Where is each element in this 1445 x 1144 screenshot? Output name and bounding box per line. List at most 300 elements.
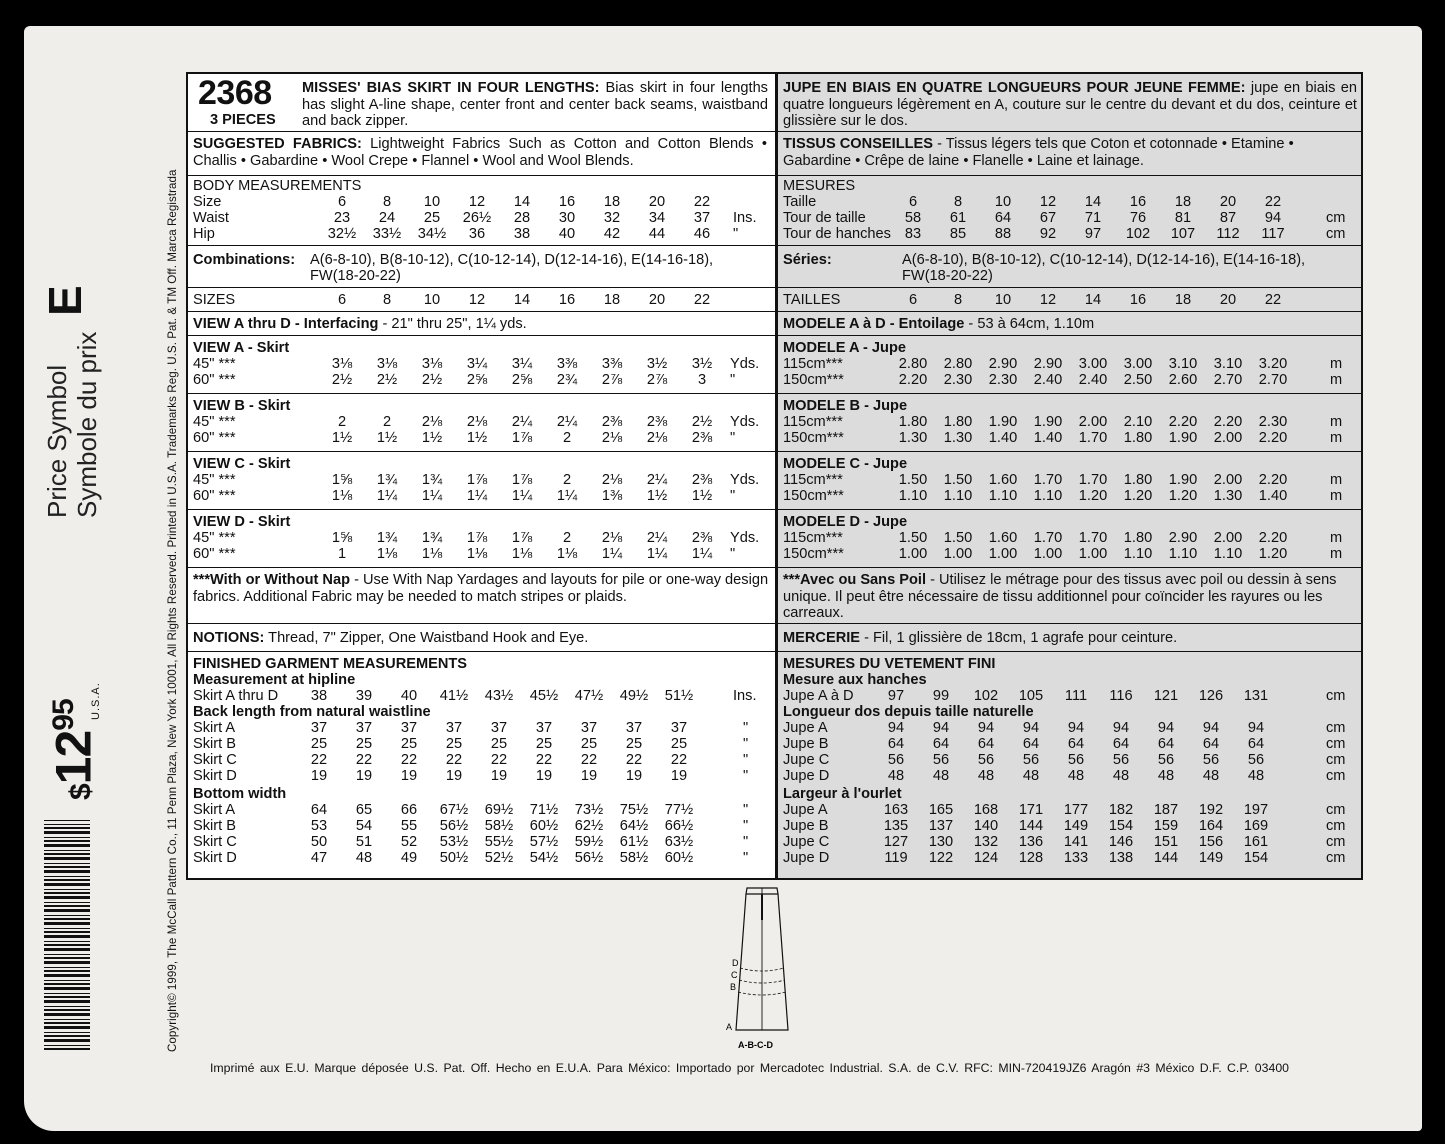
- yardage-cell: 2⅛: [601, 472, 623, 488]
- measure-row-label: Jupe A à D: [783, 688, 854, 704]
- measure-row: [188, 226, 775, 242]
- measure-cell: 53½: [439, 834, 469, 850]
- view-yardage-section: [778, 336, 1361, 394]
- measure-row: [778, 688, 1361, 704]
- yardage-cell: 1.10: [988, 488, 1018, 504]
- measure-cell: 61: [949, 210, 967, 226]
- yardage-cell: 2: [562, 472, 572, 488]
- yardage-unit: m: [1330, 530, 1343, 546]
- measure-cell: 36: [468, 226, 486, 242]
- measure-cell: 92: [1039, 226, 1057, 242]
- measure-cell: 48: [1067, 768, 1085, 784]
- measure-unit: cm: [1326, 226, 1346, 242]
- yardage-cell: 2⅜: [691, 472, 713, 488]
- measure-cell: 133: [1063, 850, 1089, 866]
- yardage-cell: 1.80: [943, 414, 973, 430]
- yardage-cell: 1⅞: [511, 530, 533, 546]
- yardage-cell: 1¼: [376, 488, 398, 504]
- yardage-row: [778, 472, 1361, 488]
- size-cell: 10: [994, 292, 1012, 308]
- yardage-cell: 2½: [691, 414, 713, 430]
- measure-cell: 60½: [529, 818, 559, 834]
- yardage-cell: 1⅞: [466, 530, 488, 546]
- measure-row-label: Jupe C: [783, 834, 830, 850]
- measure-cell: 56: [977, 752, 995, 768]
- combinations-line2: FW(18-20-22): [310, 268, 401, 284]
- measure-row-label: Jupe C: [783, 752, 830, 768]
- yardage-cell: 1¼: [556, 488, 578, 504]
- measure-cell: 48: [932, 768, 950, 784]
- yardage-cell: 1⅛: [376, 546, 398, 562]
- yardage-row: [778, 488, 1361, 504]
- measure-row-label: Skirt A: [193, 720, 236, 736]
- yardage-cell: 2⅛: [421, 414, 443, 430]
- measure-cell: 34: [648, 210, 666, 226]
- measure-cell: 19: [490, 768, 508, 784]
- measure-cell: 154: [1108, 818, 1134, 834]
- measure-cell: 64: [1202, 736, 1220, 752]
- measure-cell: 58½: [484, 818, 514, 834]
- measure-unit: ": [743, 768, 749, 784]
- measure-row: [188, 194, 775, 210]
- measure-cell: 25: [400, 736, 418, 752]
- yardage-cell: 2.20: [1258, 530, 1288, 546]
- yardage-cell: 1.00: [1078, 546, 1108, 562]
- yardage-cell: 1½: [376, 430, 398, 446]
- yardage-cell: 2.00: [1213, 472, 1243, 488]
- fr-hipline-title: Mesure aux hanches: [783, 672, 927, 688]
- measure-cell: 32½: [327, 226, 357, 242]
- yardage-cell: 1.30: [898, 430, 928, 446]
- measure-cell: 64: [1157, 736, 1175, 752]
- measure-cell: 25: [580, 736, 598, 752]
- title-bold: MISSES' BIAS SKIRT IN FOUR LENGTHS:: [302, 80, 600, 96]
- size-cell: 20: [648, 292, 666, 308]
- measure-unit: ": [743, 818, 749, 834]
- fr-series-section: [778, 246, 1361, 288]
- yardage-cell: 3.00: [1123, 356, 1153, 372]
- measure-unit: Ins.: [733, 688, 757, 704]
- yardage-cell: 2.70: [1258, 372, 1288, 388]
- measure-cell: 94: [1067, 720, 1085, 736]
- view-title: VIEW B - Skirt: [193, 398, 291, 414]
- fr-interfacing-bold: MODELE A à D - Entoilage: [783, 316, 965, 332]
- measure-cell: 37: [490, 720, 508, 736]
- yardage-cell: 2: [382, 414, 392, 430]
- measure-cell: 64: [994, 210, 1012, 226]
- measure-cell: 171: [1018, 802, 1044, 818]
- measure-cell: 52½: [484, 850, 514, 866]
- measure-cell: 25: [445, 736, 463, 752]
- measure-cell: 64: [1247, 736, 1265, 752]
- fabrics-section: [188, 132, 775, 176]
- english-column: [188, 74, 775, 878]
- price-symbol-label-fr: Symbole du prix: [72, 331, 102, 518]
- measure-cell: 124: [973, 850, 999, 866]
- measure-row-label: Skirt B: [193, 736, 236, 752]
- yardage-cell: 1½: [421, 430, 443, 446]
- yardage-cell: 2.70: [1213, 372, 1243, 388]
- measure-cell: 8: [953, 194, 963, 210]
- yardage-unit: Yds.: [730, 356, 760, 372]
- measure-cell: 10: [423, 194, 441, 210]
- measure-cell: 149: [1198, 850, 1224, 866]
- measure-cell: 56½: [574, 850, 604, 866]
- measure-cell: 140: [973, 818, 999, 834]
- measure-cell: 20: [1219, 194, 1237, 210]
- fr-title-desc: jupe en biais en quatre longueurs légèrement en A, couture sur le centre du devant et du dos, ceinture et glissière sur le dos.: [783, 80, 1358, 129]
- measure-cell: 168: [973, 802, 999, 818]
- view-title: MODELE C - Jupe: [783, 456, 908, 472]
- measure-cell: 53: [310, 818, 328, 834]
- measure-cell: 65: [355, 802, 373, 818]
- line-label-d: D: [732, 958, 739, 968]
- body-title: BODY MEASUREMENTS: [193, 178, 362, 194]
- yardage-cell: 1⅛: [511, 546, 533, 562]
- yardage-cell: 2⅝: [466, 372, 488, 388]
- yardage-cell: 2.20: [1258, 430, 1288, 446]
- fr-body-title: MESURES: [783, 178, 856, 194]
- yardage-cell: 1.90: [988, 414, 1018, 430]
- yardage-cell: 1.00: [988, 546, 1018, 562]
- interfacing-bold: VIEW A thru D - Interfacing: [193, 316, 379, 332]
- measure-cell: 99: [932, 688, 950, 704]
- measure-row-label: Skirt D: [193, 768, 237, 784]
- measure-cell: 48: [1247, 768, 1265, 784]
- size-cell: 12: [468, 292, 486, 308]
- measure-cell: 48: [355, 850, 373, 866]
- view-yardage-section: [188, 510, 775, 568]
- measure-row: [188, 850, 775, 866]
- yardage-row-label: 115cm***: [783, 530, 843, 546]
- fr-sizes-row: [778, 292, 1361, 308]
- yardage-cell: 1¼: [646, 546, 668, 562]
- size-cell: 20: [1219, 292, 1237, 308]
- yardage-cell: 1.10: [898, 488, 928, 504]
- measure-row: [188, 736, 775, 752]
- measure-cell: 197: [1243, 802, 1269, 818]
- yardage-cell: 1.30: [1213, 488, 1243, 504]
- measure-cell: 22: [445, 752, 463, 768]
- measure-cell: 69½: [484, 802, 514, 818]
- measure-cell: 22: [355, 752, 373, 768]
- yardage-row: [188, 472, 775, 488]
- fr-interfacing-text: - 53 à 64cm, 1.10m: [968, 316, 1095, 332]
- yardage-cell: 2⅛: [466, 414, 488, 430]
- measure-row-label: Jupe D: [783, 850, 830, 866]
- yardage-unit: m: [1330, 430, 1343, 446]
- yardage-cell: 2⅜: [601, 414, 623, 430]
- yardage-cell: 2⅛: [601, 430, 623, 446]
- measure-cell: 141: [1063, 834, 1089, 850]
- measure-cell: 19: [400, 768, 418, 784]
- measure-cell: 19: [310, 768, 328, 784]
- yardage-cell: 1.50: [898, 530, 928, 546]
- measure-cell: 131: [1243, 688, 1269, 704]
- combinations-line1: A(6-8-10), B(8-10-12), C(10-12-14), D(12-14-16), E(14-16-18),: [310, 252, 714, 268]
- nap-section: [188, 568, 775, 624]
- yardage-cell: 1¼: [466, 488, 488, 504]
- measure-row: [778, 818, 1361, 834]
- yardage-cell: 2⅞: [601, 372, 623, 388]
- fr-fabrics-section: [778, 132, 1361, 176]
- fr-bottom-width-title: Largeur à l'ourlet: [783, 786, 902, 802]
- yardage-cell: 1¾: [376, 530, 398, 546]
- yardage-cell: 2.80: [898, 356, 928, 372]
- measure-row-label: Waist: [193, 210, 229, 226]
- yardage-cell: 2⅞: [646, 372, 668, 388]
- measure-cell: 60½: [664, 850, 694, 866]
- measure-cell: 138: [1108, 850, 1134, 866]
- view-yardage-section: [188, 336, 775, 394]
- yardage-row: [778, 372, 1361, 388]
- measure-cell: 71½: [529, 802, 559, 818]
- yardage-cell: 1.20: [1123, 488, 1153, 504]
- measure-cell: 19: [625, 768, 643, 784]
- yardage-cell: 1⅛: [466, 546, 488, 562]
- measure-cell: 57½: [529, 834, 559, 850]
- yardage-cell: 1⅞: [511, 430, 533, 446]
- yardage-cell: 3⅜: [556, 356, 578, 372]
- measure-cell: 126: [1198, 688, 1224, 704]
- yardage-cell: 1¾: [376, 472, 398, 488]
- measure-cell: 102: [1125, 226, 1151, 242]
- yardage-row-label: 115cm***: [783, 356, 843, 372]
- measure-cell: 64½: [619, 818, 649, 834]
- measure-cell: 56: [932, 752, 950, 768]
- measure-cell: 48: [1112, 768, 1130, 784]
- measure-cell: 22: [670, 752, 688, 768]
- measure-cell: 94: [1247, 720, 1265, 736]
- body-measurements-section: [188, 176, 775, 246]
- yardage-cell: 3½: [646, 356, 668, 372]
- measure-cell: 10: [994, 194, 1012, 210]
- measure-cell: 56: [1067, 752, 1085, 768]
- yardage-cell: 1.20: [1078, 488, 1108, 504]
- yardage-unit: ": [730, 488, 736, 504]
- yardage-cell: 3.00: [1078, 356, 1108, 372]
- yardage-cell: 2¾: [556, 372, 578, 388]
- measure-cell: 187: [1153, 802, 1179, 818]
- measure-cell: 32: [603, 210, 621, 226]
- measure-unit: ": [743, 720, 749, 736]
- measure-cell: 25: [423, 210, 441, 226]
- measure-unit: cm: [1326, 834, 1346, 850]
- measure-cell: 19: [535, 768, 553, 784]
- yardage-cell: 1.00: [1033, 546, 1063, 562]
- combinations-section: [188, 246, 775, 288]
- measure-cell: 47½: [574, 688, 604, 704]
- measure-cell: 37: [400, 720, 418, 736]
- measure-row: [188, 720, 775, 736]
- fr-notions-text: - Fil, 1 glissière de 18cm, 1 agrafe pour ceinture.: [864, 630, 1178, 646]
- measure-unit: ": [743, 802, 749, 818]
- view-title: VIEW C - Skirt: [193, 456, 291, 472]
- size-cell: 6: [908, 292, 918, 308]
- yardage-cell: 1⅝: [331, 530, 353, 546]
- measure-cell: 87: [1219, 210, 1237, 226]
- measure-cell: 22: [535, 752, 553, 768]
- measure-cell: 50½: [439, 850, 469, 866]
- measure-cell: 6: [908, 194, 918, 210]
- measure-cell: 64: [1022, 736, 1040, 752]
- view-yardage-section: [188, 394, 775, 452]
- yardage-cell: 1.90: [1168, 430, 1198, 446]
- measure-cell: 73½: [574, 802, 604, 818]
- view-title: MODELE D - Jupe: [783, 514, 908, 530]
- measure-row-label: Jupe B: [783, 818, 829, 834]
- measure-unit: cm: [1326, 850, 1346, 866]
- measure-row: [188, 768, 775, 784]
- measure-cell: 39: [355, 688, 373, 704]
- measure-cell: 37: [355, 720, 373, 736]
- measure-cell: 12: [468, 194, 486, 210]
- measure-cell: 119: [884, 850, 908, 866]
- yardage-cell: 1⅛: [331, 488, 353, 504]
- pattern-number: 2368: [198, 74, 272, 112]
- price-main: 12: [45, 730, 102, 785]
- measure-cell: 136: [1018, 834, 1044, 850]
- price-symbol-label: Price Symbol: [42, 364, 72, 518]
- yardage-cell: 1¼: [421, 488, 443, 504]
- fr-fabrics-bold: TISSUS CONSEILLES: [783, 136, 934, 152]
- yardage-cell: 2¼: [556, 414, 578, 430]
- yardage-cell: 1⅞: [511, 472, 533, 488]
- yardage-cell: 1.70: [1033, 472, 1063, 488]
- measure-cell: 128: [1018, 850, 1044, 866]
- yardage-unit: ": [730, 546, 736, 562]
- pattern-info-table: [186, 72, 1363, 880]
- measure-cell: 22: [490, 752, 508, 768]
- yardage-unit: m: [1330, 356, 1343, 372]
- yardage-row-label: 45" ***: [193, 414, 236, 430]
- yardage-row: [188, 414, 775, 430]
- fr-series-line2: FW(18-20-22): [902, 268, 993, 284]
- measure-cell: 62½: [574, 818, 604, 834]
- measure-cell: 137: [928, 818, 954, 834]
- measure-cell: 8: [382, 194, 392, 210]
- notions-section: [188, 624, 775, 652]
- measure-cell: 67½: [439, 802, 469, 818]
- measure-cell: 37: [670, 720, 688, 736]
- fr-title-bold: JUPE EN BIAIS EN QUATRE LONGUEURS POUR JEUNE FEMME:: [783, 80, 1246, 96]
- measure-row-label: Tour de taille: [783, 210, 866, 226]
- measure-cell: 25: [625, 736, 643, 752]
- measure-row: [188, 818, 775, 834]
- sizes-label: TAILLES: [783, 292, 841, 308]
- measure-cell: 52: [400, 834, 418, 850]
- measure-cell: 146: [1108, 834, 1134, 850]
- yardage-cell: 2.20: [898, 372, 928, 388]
- notions-bold: NOTIONS:: [193, 630, 265, 646]
- yardage-cell: 1½: [466, 430, 488, 446]
- yardage-cell: 2.20: [1213, 414, 1243, 430]
- yardage-row-label: 150cm***: [783, 372, 844, 388]
- yardage-row: [188, 488, 775, 504]
- measure-cell: 144: [1018, 818, 1044, 834]
- measure-cell: 38: [513, 226, 531, 242]
- measure-cell: 64: [887, 736, 905, 752]
- yardage-cell: 2.00: [1213, 430, 1243, 446]
- yardage-cell: 1⅝: [331, 472, 353, 488]
- yardage-cell: 1½: [646, 488, 668, 504]
- yardage-unit: m: [1330, 372, 1343, 388]
- price-code: E: [39, 285, 91, 316]
- measure-cell: 151: [1153, 834, 1179, 850]
- yardage-cell: 1.00: [898, 546, 928, 562]
- measure-row-label: Skirt A: [193, 802, 236, 818]
- measure-cell: 55½: [484, 834, 514, 850]
- measure-cell: 66: [400, 802, 418, 818]
- measure-cell: 38: [310, 688, 328, 704]
- measure-cell: 20: [648, 194, 666, 210]
- yardage-cell: 1¾: [421, 472, 443, 488]
- yardage-unit: m: [1330, 488, 1343, 504]
- yardage-cell: 2⅜: [691, 530, 713, 546]
- measure-cell: 6: [337, 194, 347, 210]
- yardage-row-label: 150cm***: [783, 488, 844, 504]
- yardage-cell: 3.10: [1168, 356, 1198, 372]
- yardage-cell: 2.40: [1033, 372, 1063, 388]
- yardage-cell: 1.00: [943, 546, 973, 562]
- measure-row-label: Tour de hanches: [783, 226, 891, 242]
- yardage-cell: 2½: [376, 372, 398, 388]
- yardage-cell: 1.60: [988, 472, 1018, 488]
- size-cell: 10: [423, 292, 441, 308]
- measure-row-label: Skirt A thru D: [193, 688, 279, 704]
- size-cell: 8: [953, 292, 963, 308]
- measure-cell: 61½: [619, 834, 649, 850]
- measure-cell: 50: [310, 834, 328, 850]
- notions-text: Thread, 7" Zipper, One Waistband Hook and Eye.: [268, 630, 589, 646]
- measure-row: [188, 752, 775, 768]
- barcode: [44, 820, 90, 1050]
- sizes-row: [188, 292, 775, 308]
- measure-row-label: Size: [193, 194, 222, 210]
- measure-cell: 25: [310, 736, 328, 752]
- skirt-back-illustration: [700, 880, 830, 1055]
- size-cell: 14: [1084, 292, 1102, 308]
- yardage-unit: Yds.: [730, 472, 760, 488]
- yardage-row: [778, 356, 1361, 372]
- measure-cell: 25: [355, 736, 373, 752]
- yardage-cell: 1.70: [1033, 530, 1063, 546]
- measure-cell: 56: [1202, 752, 1220, 768]
- measure-cell: 64: [1112, 736, 1130, 752]
- measure-cell: 55: [400, 818, 418, 834]
- nap-text: - Use With Nap Yardages and layouts for pile or one-way design fabrics. Additional Fabric may be needed to match stripes or plaids.: [193, 572, 769, 605]
- measure-cell: 43½: [484, 688, 514, 704]
- yardage-unit: ": [730, 430, 736, 446]
- view-yardage-section: [188, 452, 775, 510]
- measure-cell: 154: [1243, 850, 1269, 866]
- title-desc: Bias skirt in four lengths has slight A-line shape, center front and center back seams, waistband and back zipper.: [302, 80, 768, 129]
- yardage-cell: 1.70: [1078, 530, 1108, 546]
- measure-cell: 165: [928, 802, 954, 818]
- yardage-cell: 1½: [691, 488, 713, 504]
- yardage-cell: 2.30: [988, 372, 1018, 388]
- yardage-cell: 2⅜: [646, 414, 668, 430]
- yardage-cell: 2.80: [943, 356, 973, 372]
- measure-cell: 34½: [417, 226, 447, 242]
- yardage-cell: 2.90: [1033, 356, 1063, 372]
- measure-cell: 56: [1157, 752, 1175, 768]
- measure-cell: 14: [1084, 194, 1102, 210]
- yardage-cell: 3.20: [1258, 356, 1288, 372]
- yardage-unit: m: [1330, 414, 1343, 430]
- measure-cell: 182: [1108, 802, 1134, 818]
- size-cell: 16: [558, 292, 576, 308]
